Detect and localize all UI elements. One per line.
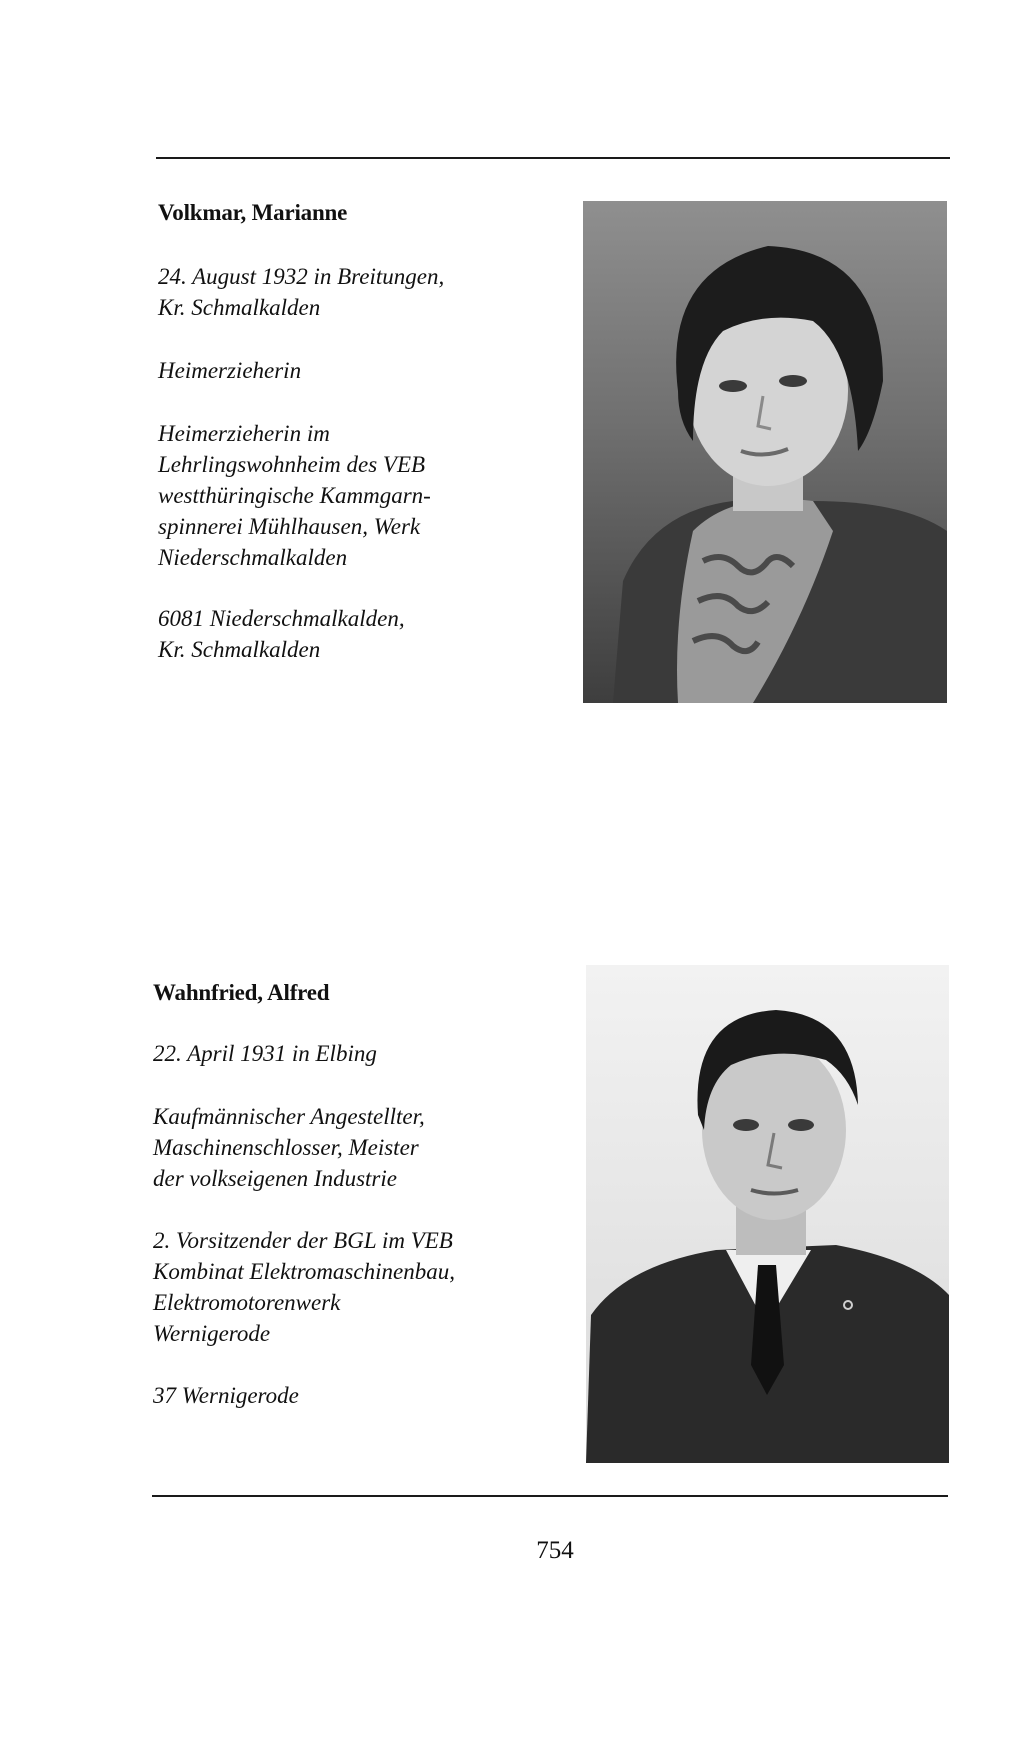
entry-address: 6081 Niederschmalkalden, Kr. Schmalkalden [158,606,405,662]
entry-birth: 22. April 1931 in Elbing [153,1041,377,1066]
entry-profession: Kaufmännischer Angestellter, Maschinenschlosser, Meister der volkseigenen Industrie [153,1104,425,1191]
entry-name: Wahnfried, Alfred [153,980,330,1005]
portrait-photo-wahnfried [586,965,949,1463]
top-rule [156,157,950,159]
entry-name: Volkmar, Marianne [158,200,348,225]
page-number: 754 [536,1537,574,1564]
entry-position: 2. Vorsitzender der BGL im VEB Kombinat Elektromaschinenbau, Elektromotorenwerk Wernigerode [153,1228,455,1346]
entry-address: 37 Wernigerode [153,1383,299,1408]
entry-position: Heimerzieherin im Lehrlingswohnheim des VEB westthüringische Kammgarn- spinnerei Mühlhausen, Werk Niederschmalkalden [158,421,431,570]
entry-birth: 24. August 1932 in Breitungen, Kr. Schmalkalden [158,264,445,320]
portrait-photo-volkmar [583,201,947,703]
entry-wahnfried [153,978,583,1411]
entry-volkmar [158,198,578,665]
bottom-rule [152,1495,948,1497]
entry-profession: Heimerzieherin [158,358,302,383]
